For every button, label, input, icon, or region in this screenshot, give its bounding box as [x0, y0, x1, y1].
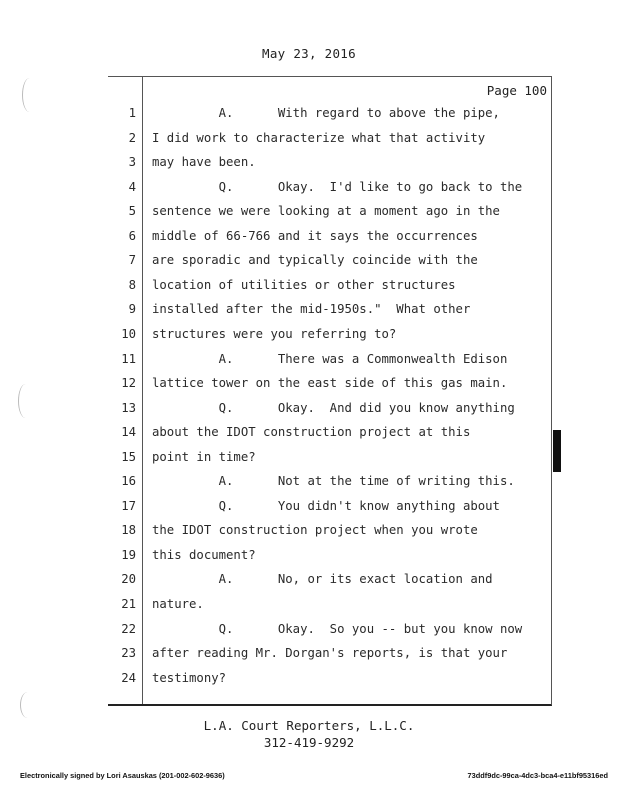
transcript-line [108, 597, 548, 617]
line-text: A. Not at the time of writing this. [152, 474, 515, 489]
transcript-line [108, 106, 548, 126]
transcript-line [108, 523, 548, 543]
line-text: I did work to characterize what that activity [152, 130, 486, 145]
transcript-line [108, 302, 548, 322]
document-hash-id: 73ddf9dc-99ca-4dc3-bca4-e11bf95316ed [467, 771, 608, 780]
line-number: 16 [121, 474, 136, 489]
line-number: 19 [121, 547, 136, 562]
line-text: A. With regard to above the pipe, [152, 106, 500, 120]
line-text: A. No, or its exact location and [152, 572, 493, 587]
electronic-signature: Electronically signed by Lori Asauskas (201-002-602-9636) [20, 771, 225, 780]
line-number: 21 [121, 597, 136, 611]
line-number: 4 [128, 179, 136, 194]
line-number: 9 [128, 302, 136, 317]
line-number: 8 [128, 277, 136, 292]
line-number: 2 [128, 130, 136, 145]
line-number: 22 [121, 621, 136, 636]
transcript-page-frame [108, 76, 552, 706]
line-text: may have been. [152, 155, 256, 170]
line-text: Q. You didn't know anything about [152, 498, 500, 513]
line-number: 12 [121, 376, 136, 391]
line-text: lattice tower on the east side of this gas main. [152, 376, 508, 391]
line-number: 17 [121, 498, 136, 513]
transcript-line [108, 376, 548, 396]
page-edge-marker [553, 430, 561, 472]
transcript-date: May 23, 2016 [262, 46, 356, 61]
court-reporter-firm: L.A. Court Reporters, L.L.C. [203, 718, 415, 733]
line-number: 6 [128, 228, 136, 243]
line-text: point in time? [152, 449, 256, 464]
transcript-line [108, 401, 548, 421]
transcript-line [108, 229, 548, 249]
transcript-line [108, 646, 548, 666]
transcript-line [108, 253, 548, 273]
line-text: nature. [152, 597, 204, 611]
transcript-line [108, 131, 548, 151]
line-text: location of utilities or other structures [152, 277, 456, 292]
transcript-line [108, 450, 548, 470]
transcript-line [108, 204, 548, 224]
transcript-line [108, 180, 548, 200]
line-text: middle of 66-766 and it says the occurrences [152, 228, 478, 243]
transcript-line [108, 352, 548, 372]
binder-hole-mark-top [22, 78, 37, 112]
line-text: structures were you referring to? [152, 326, 397, 341]
line-number: 24 [121, 670, 136, 685]
transcript-line [108, 278, 548, 298]
page-number: Page 100 [486, 83, 547, 98]
transcript-line [108, 155, 548, 175]
transcript-line [108, 499, 548, 519]
transcript-line [108, 572, 548, 592]
binder-hole-mark-bottom [20, 692, 35, 718]
line-number: 15 [121, 449, 136, 464]
line-number: 13 [121, 400, 136, 415]
transcript-line [108, 548, 548, 568]
line-text: the IDOT construction project when you wrote [152, 523, 478, 538]
transcript-line [108, 622, 548, 642]
line-number: 1 [128, 106, 136, 120]
line-text: Q. Okay. I'd like to go back to the [152, 179, 523, 194]
line-number: 23 [121, 646, 136, 661]
line-number: 18 [121, 523, 136, 538]
line-text: testimony? [152, 670, 227, 685]
binder-hole-mark-middle [18, 384, 33, 418]
line-number: 7 [128, 253, 136, 268]
line-number: 14 [121, 425, 136, 440]
line-text: installed after the mid-1950s." What other [152, 302, 471, 317]
line-text: after reading Mr. Dorgan's reports, is that your [152, 646, 508, 661]
line-text: A. There was a Commonwealth Edison [152, 351, 508, 366]
line-text: Q. Okay. And did you know anything [152, 400, 515, 415]
transcript-line [108, 474, 548, 494]
court-reporter-phone: 312-419-9292 [263, 735, 355, 750]
line-number: 3 [128, 155, 136, 170]
line-text: are sporadic and typically coincide with the [152, 253, 478, 268]
transcript-line [108, 671, 548, 691]
line-number: 10 [121, 326, 136, 341]
transcript-line [108, 425, 548, 445]
line-text: about the IDOT construction project at this [152, 425, 471, 440]
line-text: sentence we were looking at a moment ago in the [152, 204, 500, 219]
transcript-line [108, 327, 548, 347]
line-number: 20 [121, 572, 136, 587]
line-number: 11 [121, 351, 136, 366]
line-text: this document? [152, 547, 256, 562]
line-text: Q. Okay. So you -- but you know now [152, 621, 523, 636]
line-number: 5 [128, 204, 136, 219]
